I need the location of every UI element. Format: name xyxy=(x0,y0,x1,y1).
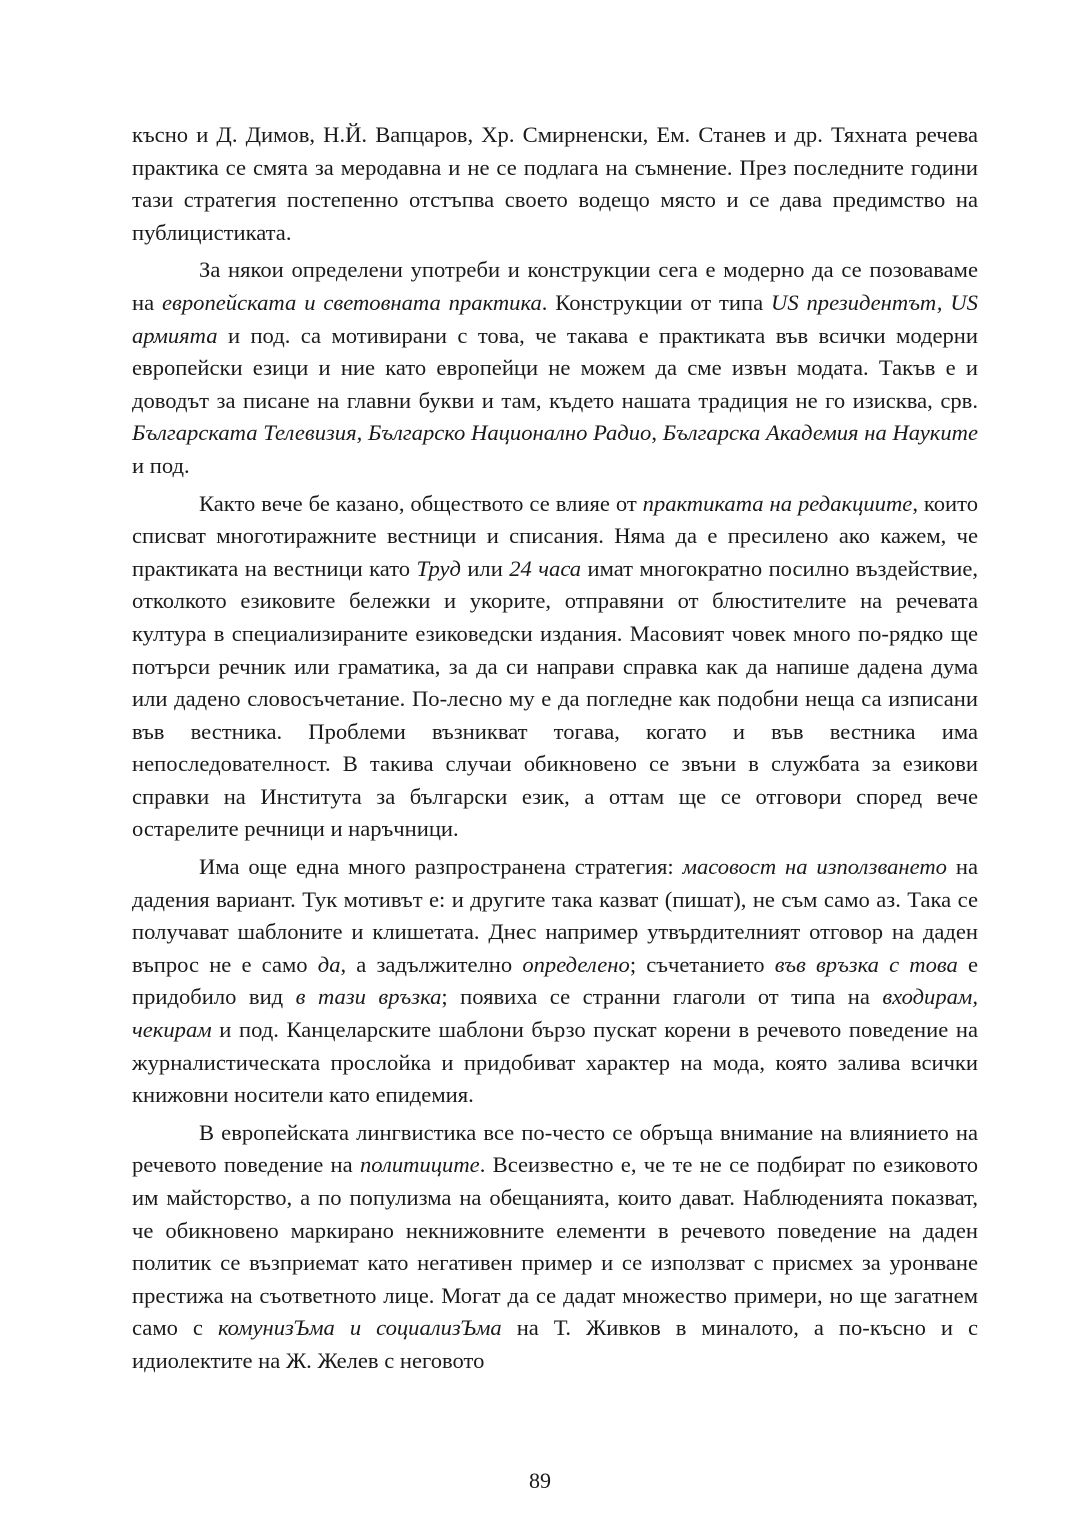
paragraph-5 xyxy=(132,1117,978,1378)
paragraph-4-italic: масовост на използването xyxy=(682,854,947,880)
paragraph-2-italic: US президентът, US армията xyxy=(132,289,978,348)
paragraph-4-text: ; появиха се странни глаголи от типа на xyxy=(441,984,883,1010)
paragraph-3-text: или xyxy=(460,555,510,581)
paragraph-1 xyxy=(132,119,978,249)
paragraph-4-italic: във връзка с това xyxy=(774,951,958,977)
paragraph-4 xyxy=(132,851,978,1112)
paragraph-4-italic: входирам, чекирам xyxy=(132,984,979,1043)
paragraph-4-text: е придобило вид xyxy=(132,951,979,1010)
paragraph-2-text: и под. xyxy=(132,452,190,478)
page-number: 89 xyxy=(529,1468,551,1493)
paragraph-3-italic: практиката на редакциите xyxy=(642,490,913,516)
paragraph-4-text: ; съчетанието xyxy=(629,951,775,977)
paragraph-2-text: и под. са мотивирани с това, че такава е практиката във всички модерни европейски езици и ние като европейци не можем да сме извън модата. Такъв е и доводът за писане на главни букви и там, където нашата традиция не го изисква, срв. xyxy=(132,322,978,413)
paragraph-4-text: , а задължително xyxy=(340,951,523,977)
paragraph-4-text: на дадения вариант. Тук мотивът е: и другите така казват (пишат), не съм само аз. Така се получават шаблоните и клишетата. Днес например утвърдителният отговор на даден въпрос не е само xyxy=(132,854,978,977)
paragraph-4-italic: в тази връзка xyxy=(295,984,442,1010)
paragraph-2-italic: европейската и световната практика xyxy=(162,289,542,315)
paragraph-4-text: и под. Канцеларските шаблони бързо пускат корени в речевото поведение на журналистическата прослойка и придобиват характер на мода, която залива всички книжовни носители като епидемия. xyxy=(132,1017,978,1108)
paragraph-4-italic: да xyxy=(317,951,341,977)
paragraph-5-text: В европейската лингвистика все по-често се обръща внимание на влиянието на речевото поведение на xyxy=(132,1119,978,1178)
paragraph-3-text: , които списват многотиражните вестници и списания. Няма да е пресилено ако кажем, че практиката на вестници като xyxy=(132,490,978,581)
paragraph-5-italic: политиците xyxy=(359,1152,480,1178)
paragraph-3-italic: 24 часа xyxy=(509,555,582,581)
paragraph-5-text: на Т. Живков в миналото, а по-късно и с идиолектите на Ж. Желев с неговото xyxy=(132,1315,978,1373)
paragraph-2-text: . Конструкции от типа xyxy=(541,289,771,315)
paragraph-3-italic: Труд xyxy=(416,555,461,581)
document-body xyxy=(132,119,978,1378)
paragraph-3-text: имат многократно посилно въздействие, отколкото езиковите бележки и укорите, отправяни от блюстителите на речевата култура в специализираните езиковедски издания. Масовият човек много по-рядко ще потърси речник или граматика, за да си направи справка как да напише дадена дума или дадено словосъчетание. По-лесно му е да погледне как подобни неща са изписани във вестника. Проблеми възникват тогава, когато и във вестника има непоследователност. В такива случаи обикновено се звъни в службата за езикови справки на Института за български език, а оттам ще се отговори според вече остарелите речници и наръчници. xyxy=(132,555,978,842)
paragraph-3-text: Както вече бе казано, обществото се влияе от xyxy=(199,490,643,516)
paragraph-3 xyxy=(132,488,978,847)
paragraph-4-italic: определено xyxy=(522,951,630,977)
paragraph-1-text: късно и Д. Димов, Н.Й. Вапцаров, Хр. Смирненски, Ем. Станев и др. Тяхната речева практика се смята за меродавна и не се подлага на съмнение. През последните години тази стратегия постепенно отстъпва своето водещо място и се дава предимство на публицистиката. xyxy=(132,122,978,245)
paragraph-5-text: . Всеизвестно е, че те не се подбират по езиковото им майсторство, а по популизма на обещанията, които дават. Наблюденията показват, че обикновено маркирано некнижовните елементи в речевото поведение на даден политик се възприемат като негативен пример и се използват с присмех за уронване престижа на съответното лице. Могат да се дадат множество примери, но ще загатнем само с xyxy=(132,1152,978,1341)
paragraph-5-italic: комунизЪма и социализЪма xyxy=(217,1315,502,1341)
paragraph-2-italic: Българска Академия на Науките xyxy=(662,420,978,446)
paragraph-2-text: , xyxy=(651,420,663,446)
paragraph-2-text: За някои определени употреби и конструкции сега е модерно да се позоваваме на xyxy=(132,257,978,315)
paragraph-2 xyxy=(132,254,978,482)
paragraph-2-italic: Българската Телевизия, Българско Национално Радио xyxy=(132,420,652,446)
paragraph-4-text: Има още една много разпространена стратегия: xyxy=(199,854,683,880)
